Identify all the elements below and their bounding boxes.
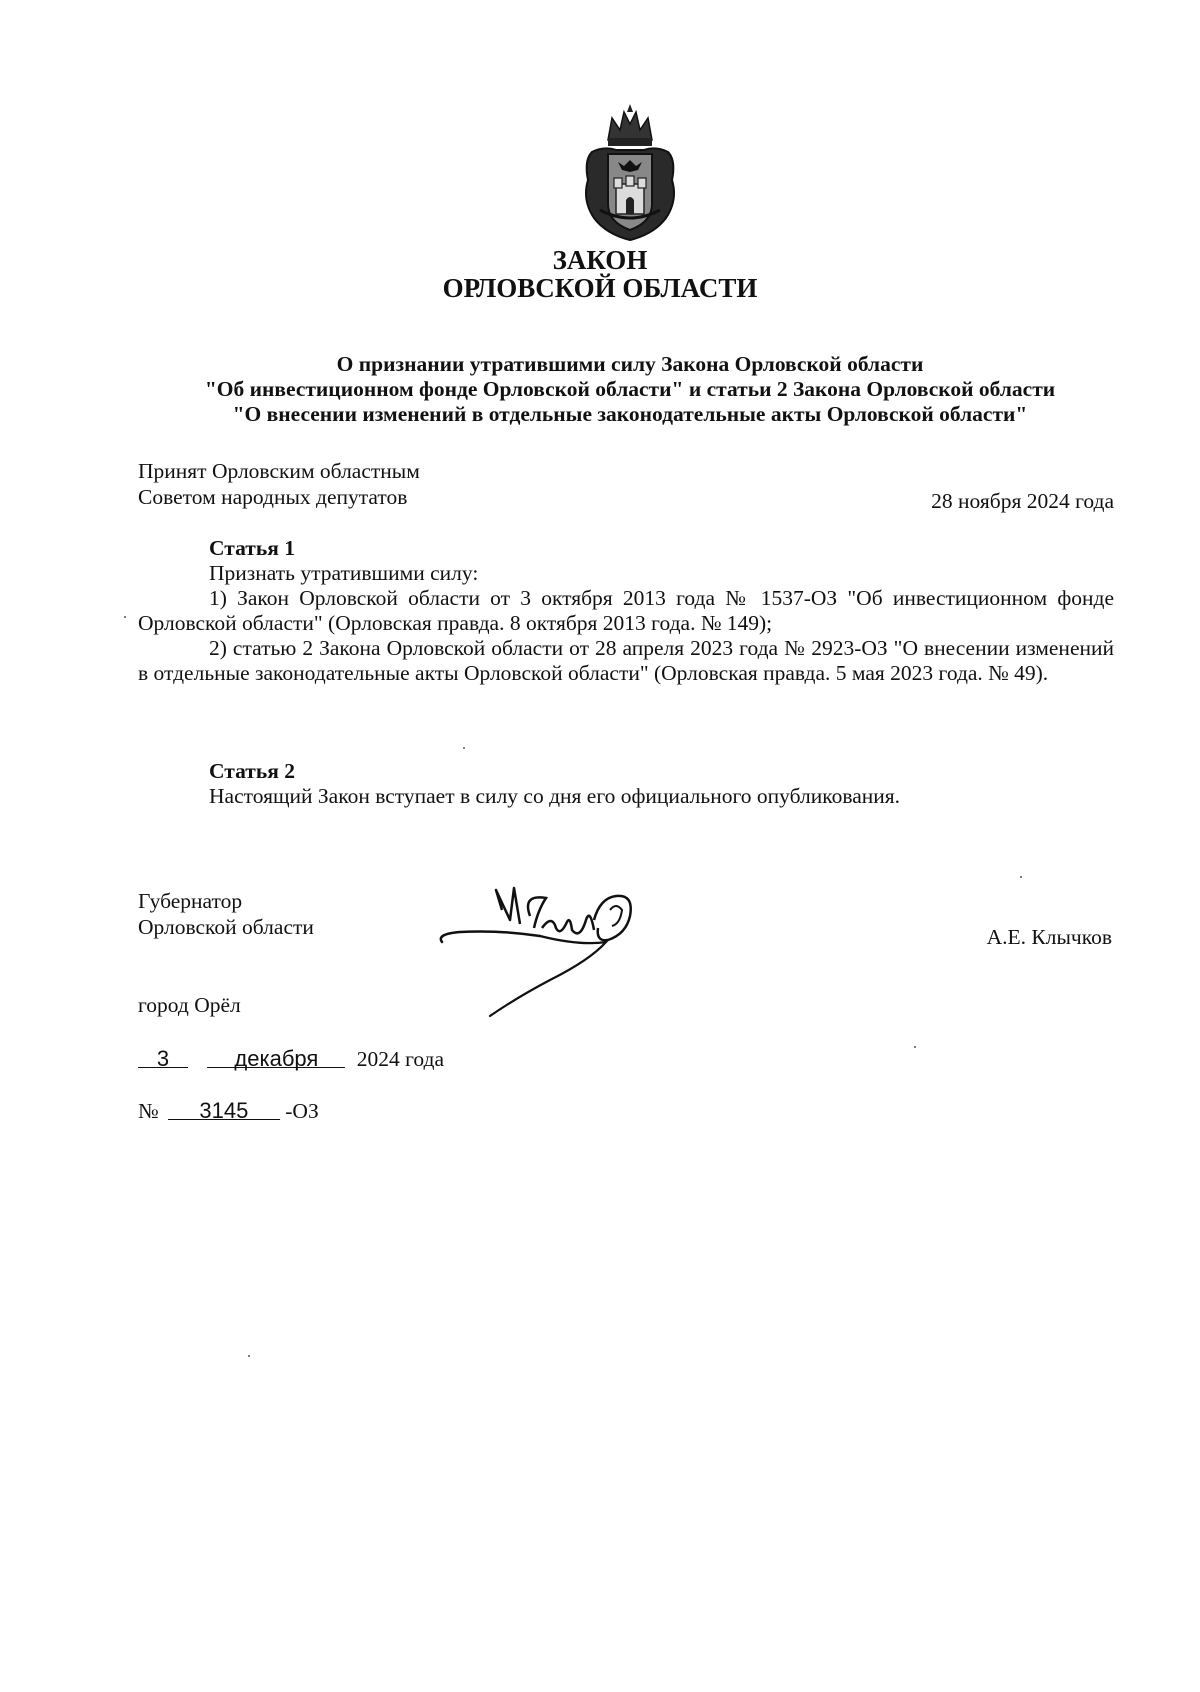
law-number: [138, 1098, 319, 1124]
article-2: [138, 759, 1114, 809]
article-1-intro: Признать утратившими силу:: [209, 561, 479, 585]
article-1-heading: Статья 1: [209, 536, 295, 560]
issuer-title: ОРЛОВСКОЙ ОБЛАСТИ: [442, 273, 758, 303]
date-month: декабря: [207, 1046, 345, 1071]
number-suffix: -ОЗ: [285, 1099, 319, 1123]
law-subject-title: [100, 352, 1160, 427]
number-prefix: №: [138, 1099, 159, 1123]
date-year: 2024 года: [356, 1047, 445, 1071]
scan-speck: [914, 1046, 916, 1048]
scan-speck: [124, 616, 126, 618]
adoption-date: 28 ноября 2024 года: [931, 489, 1114, 513]
city: город Орёл: [138, 993, 241, 1017]
article-1: [138, 536, 1114, 686]
article-1-item-1: 1) Закон Орловской области от 3 октября 2013 года № 1537-ОЗ "Об инвестиционном фонде Орловской области" (Орловская правда. 8 октября 2013 года. № 149);: [138, 586, 1114, 635]
subtitle-line-3: "О внесении изменений в отдельные законодательные акты Орловской области": [232, 402, 1028, 426]
signatory-name: А.Е. Клычков: [986, 925, 1112, 949]
date-day: 3: [138, 1046, 188, 1071]
adoption-line-1: Принят Орловским областным: [138, 459, 420, 483]
article-2-text: Настоящий Закон вступает в силу со дня его официального опубликования.: [209, 784, 901, 808]
adoption-line-2: Советом народных депутатов: [138, 485, 408, 509]
scan-speck: [463, 747, 465, 749]
signatory-title-line-1: Губернатор: [138, 889, 243, 913]
article-1-item-2: 2) статью 2 Закона Орловской области от 28 апреля 2023 года № 2923-ОЗ "О внесении изменений в отдельные законодательные акты Орловской области" (Орловская правда. 5 мая 2023 года. № 49).: [138, 636, 1114, 685]
scan-speck: [248, 1355, 250, 1357]
number-value: 3145: [168, 1098, 280, 1123]
signatory-title-line-2: Орловской области: [138, 915, 314, 939]
document-type-title: ЗАКОН: [552, 245, 648, 275]
subtitle-line-1: О признании утратившими силу Закона Орловской области: [336, 352, 924, 376]
signing-date: [138, 1046, 444, 1072]
scan-speck: [1020, 876, 1022, 878]
subtitle-line-2: "Об инвестиционном фонде Орловской области" и статьи 2 Закона Орловской области: [204, 377, 1056, 401]
coat-of-arms-icon: [578, 100, 682, 242]
handwritten-signature: [430, 880, 660, 1020]
article-2-heading: Статья 2: [209, 759, 295, 783]
